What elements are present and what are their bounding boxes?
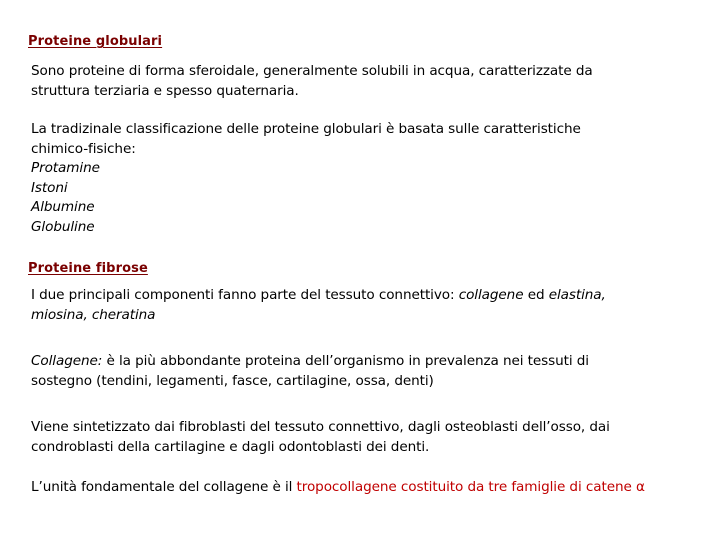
conjunction-ed: ed [523, 287, 549, 303]
class-item-globuline: Globuline [31, 218, 95, 235]
unit-text: L’unità fondamentale del collagene è il [31, 479, 297, 495]
paragraph-collagen-definition [31, 352, 713, 391]
heading-proteine-globulari: Proteine globulari [28, 34, 163, 49]
text-line: Sono proteine di forma sferoidale, generalmente solubili in acqua, caratterizzate da [31, 63, 593, 79]
class-item-istoni: Istoni [31, 179, 68, 196]
paragraph-globular-intro [31, 62, 713, 101]
tropocollagene-highlight: tropocollagene costituito da tre famiglie di catene α [296, 479, 645, 495]
class-item-protamine: Protamine [31, 160, 100, 176]
text-line: La tradizinale classificazione delle proteine globulari è basata sulle caratteristiche [31, 121, 581, 137]
text-line [31, 352, 713, 372]
paragraph-fundamental-unit [31, 478, 713, 498]
text-line: sostegno (tendini, legamenti, fasce, cartilagine, ossa, denti) [31, 372, 434, 389]
paragraph-components [31, 286, 713, 325]
collagen-definition-text: è la più abbondante proteina dell’organismo in prevalenza nei tessuti di [102, 353, 589, 369]
term-collagene-definition: Collagene: [31, 353, 103, 369]
term-elastina: elastina, [548, 287, 606, 303]
text-line: condroblasti della cartilagine e dagli odontoblasti dei denti. [31, 438, 430, 455]
text-line: Viene sintetizzato dai fibroblasti del tessuto connettivo, dagli osteoblasti dell’osso, dai [31, 419, 610, 435]
text-line [31, 478, 713, 498]
text-line [31, 286, 713, 306]
term-collagene: collagene [458, 287, 524, 303]
text-line: struttura terziaria e spesso quaternaria. [31, 82, 299, 99]
components-text: I due principali componenti fanno parte del tessuto connettivo: [31, 287, 459, 303]
paragraph-synthesis [31, 418, 713, 457]
text-line: miosina, cheratina [31, 306, 156, 323]
paragraph-classification [31, 120, 713, 237]
class-item-albumine: Albumine [31, 199, 95, 215]
heading-proteine-fibrose: Proteine fibrose [28, 261, 148, 276]
text-line: chimico-fisiche: [31, 140, 136, 157]
